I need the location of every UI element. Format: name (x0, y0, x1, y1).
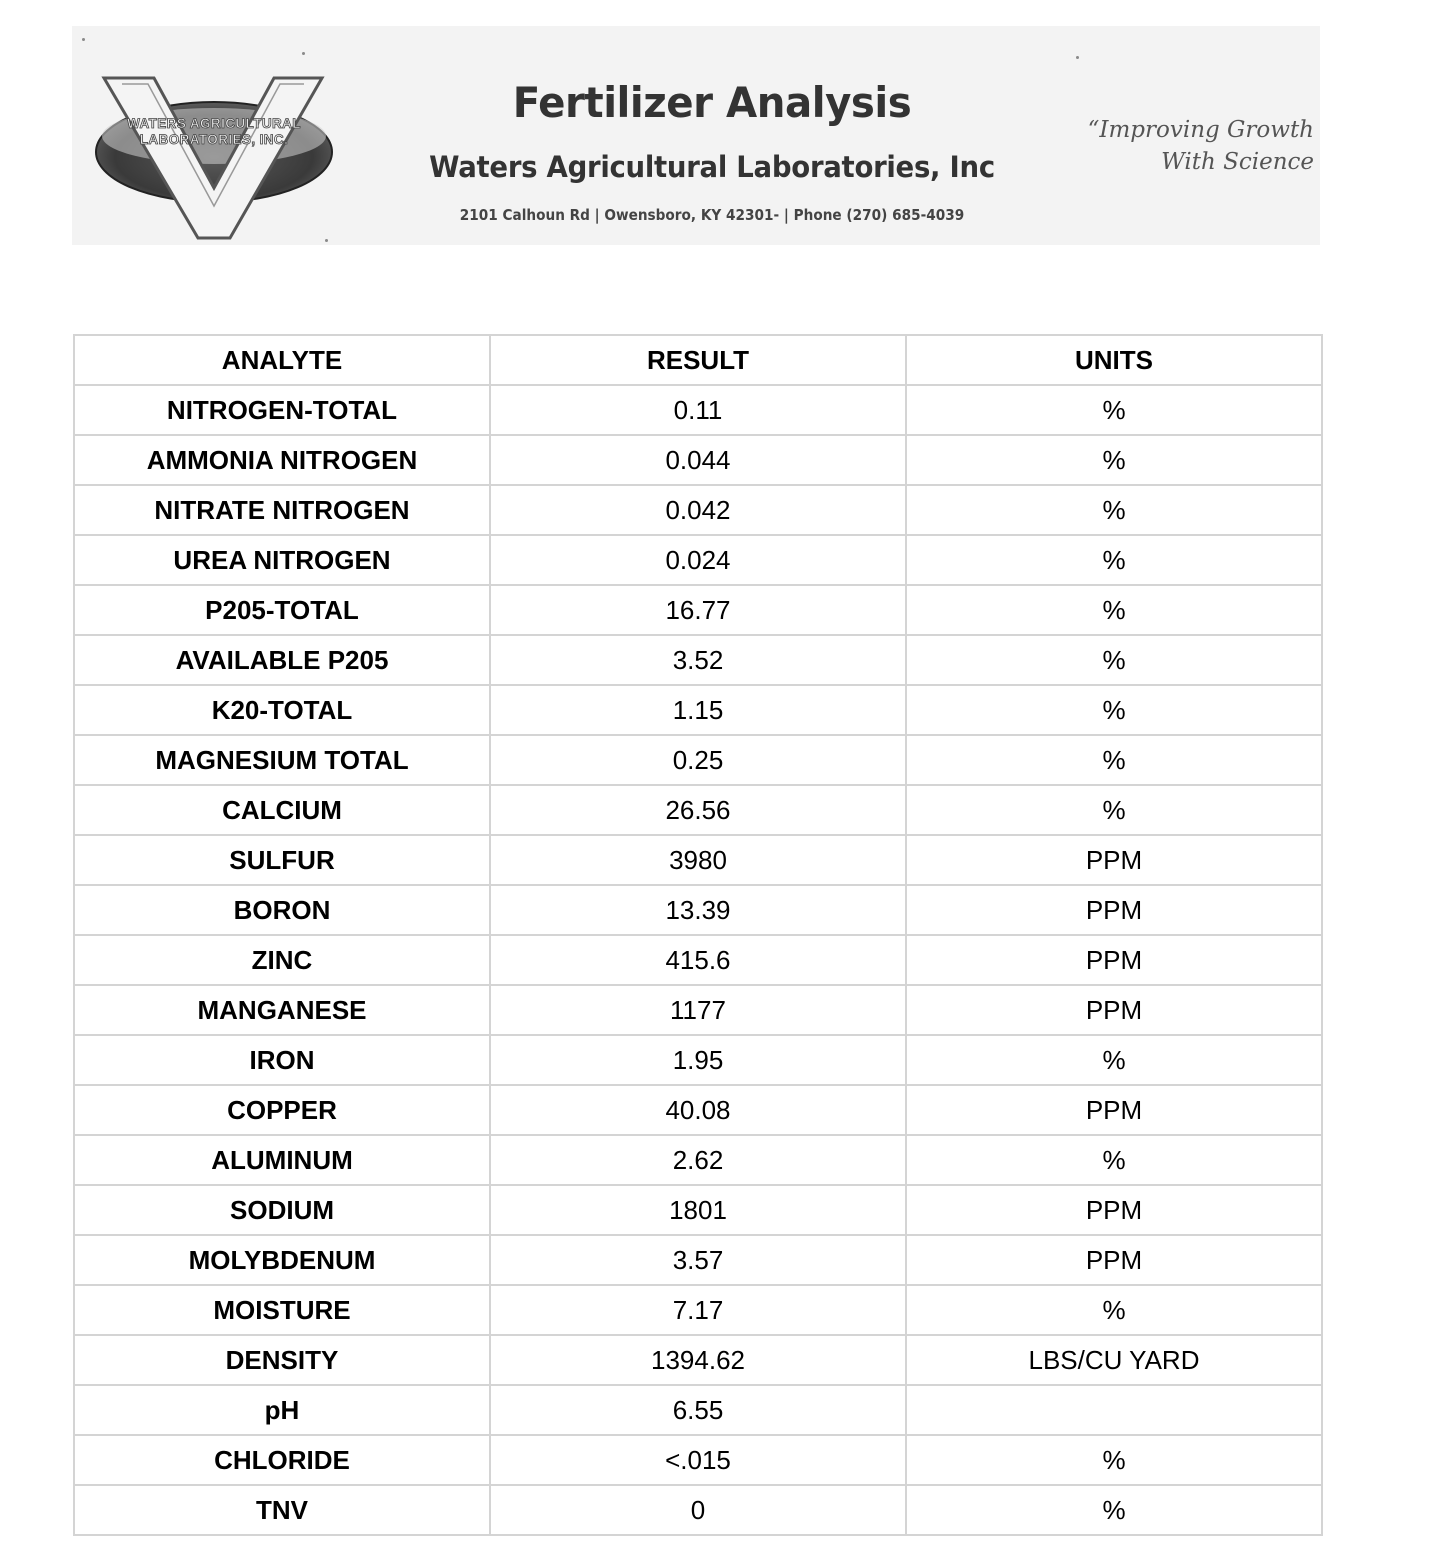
analyte-cell: MOLYBDENUM (74, 1235, 490, 1285)
scan-speck (302, 52, 305, 55)
analyte-cell: DENSITY (74, 1335, 490, 1385)
table-row (74, 1435, 1322, 1485)
analyte-cell: CHLORIDE (74, 1435, 490, 1485)
table-row (74, 835, 1322, 885)
analyte-cell: NITRATE NITROGEN (74, 485, 490, 535)
analyte-cell: BORON (74, 885, 490, 935)
table-row (74, 435, 1322, 485)
analyte-cell: MANGANESE (74, 985, 490, 1035)
units-cell (906, 1385, 1322, 1435)
document-title: Fertilizer Analysis (512, 78, 912, 127)
result-cell: 0.044 (490, 435, 906, 485)
logo-text-line1: WATERS AGRICULTURAL (127, 116, 301, 131)
units-cell: % (906, 1485, 1322, 1535)
table-row (74, 585, 1322, 635)
units-cell: PPM (906, 835, 1322, 885)
table-row (74, 1135, 1322, 1185)
table-row (74, 685, 1322, 735)
table-row (74, 1085, 1322, 1135)
analyte-cell: CALCIUM (74, 785, 490, 835)
units-cell: PPM (906, 935, 1322, 985)
letterhead-banner (72, 26, 1320, 245)
analyte-cell: P205-TOTAL (74, 585, 490, 635)
table-row (74, 1035, 1322, 1085)
result-cell: 1177 (490, 985, 906, 1035)
company-tagline (1074, 114, 1314, 178)
result-cell: <.015 (490, 1435, 906, 1485)
column-header-units: UNITS (906, 335, 1322, 385)
table-row (74, 1185, 1322, 1235)
units-cell: PPM (906, 1085, 1322, 1135)
table-row (74, 1285, 1322, 1335)
table-row (74, 1235, 1322, 1285)
analyte-cell: SODIUM (74, 1185, 490, 1235)
table-row (74, 535, 1322, 585)
company-name: Waters Agricultural Laboratories, Inc (429, 150, 995, 184)
analyte-cell: SULFUR (74, 835, 490, 885)
result-cell: 40.08 (490, 1085, 906, 1135)
result-cell: 1394.62 (490, 1335, 906, 1385)
tagline-line1: “Improving Growth (1087, 117, 1314, 143)
analyte-cell: K20-TOTAL (74, 685, 490, 735)
result-cell: 0.11 (490, 385, 906, 435)
column-header-analyte: ANALYTE (74, 335, 490, 385)
result-cell: 0.042 (490, 485, 906, 535)
result-cell: 3980 (490, 835, 906, 885)
table-row (74, 635, 1322, 685)
units-cell: % (906, 535, 1322, 585)
units-cell: PPM (906, 1185, 1322, 1235)
result-cell: 3.52 (490, 635, 906, 685)
analyte-cell: MAGNESIUM TOTAL (74, 735, 490, 785)
tagline-line2: With Science (1161, 149, 1314, 175)
logo-emblem-icon (90, 70, 338, 242)
table-row (74, 935, 1322, 985)
units-cell: % (906, 435, 1322, 485)
result-cell: 2.62 (490, 1135, 906, 1185)
company-address: 2101 Calhoun Rd | Owensboro, KY 42301- | Phone (270) 685-4039 (459, 206, 965, 224)
result-cell: 415.6 (490, 935, 906, 985)
analyte-cell: AMMONIA NITROGEN (74, 435, 490, 485)
table-row (74, 885, 1322, 935)
result-cell: 7.17 (490, 1285, 906, 1335)
analyte-cell: UREA NITROGEN (74, 535, 490, 585)
column-header-result: RESULT (490, 335, 906, 385)
result-cell: 1.15 (490, 685, 906, 735)
units-cell: % (906, 1435, 1322, 1485)
result-cell: 0.024 (490, 535, 906, 585)
units-cell: % (906, 1035, 1322, 1085)
table-row (74, 1335, 1322, 1385)
units-cell: PPM (906, 985, 1322, 1035)
table-header-row (74, 335, 1322, 385)
analysis-results-table (73, 334, 1323, 1536)
units-cell: % (906, 1135, 1322, 1185)
result-cell: 16.77 (490, 585, 906, 635)
result-cell: 0.25 (490, 735, 906, 785)
result-cell: 1.95 (490, 1035, 906, 1085)
table-row (74, 985, 1322, 1035)
table-row (74, 785, 1322, 835)
result-cell: 3.57 (490, 1235, 906, 1285)
table-body (74, 385, 1322, 1535)
result-cell: 6.55 (490, 1385, 906, 1435)
units-cell: % (906, 1285, 1322, 1335)
table-row (74, 385, 1322, 435)
units-cell: % (906, 385, 1322, 435)
units-cell: % (906, 635, 1322, 685)
result-cell: 13.39 (490, 885, 906, 935)
units-cell: PPM (906, 1235, 1322, 1285)
analyte-cell: TNV (74, 1485, 490, 1535)
analyte-cell: AVAILABLE P205 (74, 635, 490, 685)
units-cell: % (906, 485, 1322, 535)
analyte-cell: ALUMINUM (74, 1135, 490, 1185)
scan-speck (1076, 56, 1079, 59)
analyte-cell: pH (74, 1385, 490, 1435)
result-cell: 26.56 (490, 785, 906, 835)
result-cell: 0 (490, 1485, 906, 1535)
company-logo (90, 70, 338, 242)
result-cell: 1801 (490, 1185, 906, 1235)
units-cell: % (906, 685, 1322, 735)
units-cell: PPM (906, 885, 1322, 935)
table-row (74, 485, 1322, 535)
analyte-cell: MOISTURE (74, 1285, 490, 1335)
analyte-cell: IRON (74, 1035, 490, 1085)
analyte-cell: ZINC (74, 935, 490, 985)
logo-text-line2: LABORATORIES, INC. (139, 132, 289, 147)
table-row (74, 735, 1322, 785)
analyte-cell: COPPER (74, 1085, 490, 1135)
units-cell: % (906, 785, 1322, 835)
table-row (74, 1385, 1322, 1435)
units-cell: LBS/CU YARD (906, 1335, 1322, 1385)
analyte-cell: NITROGEN-TOTAL (74, 385, 490, 435)
units-cell: % (906, 585, 1322, 635)
units-cell: % (906, 735, 1322, 785)
table-row (74, 1485, 1322, 1535)
scan-speck (82, 38, 85, 41)
